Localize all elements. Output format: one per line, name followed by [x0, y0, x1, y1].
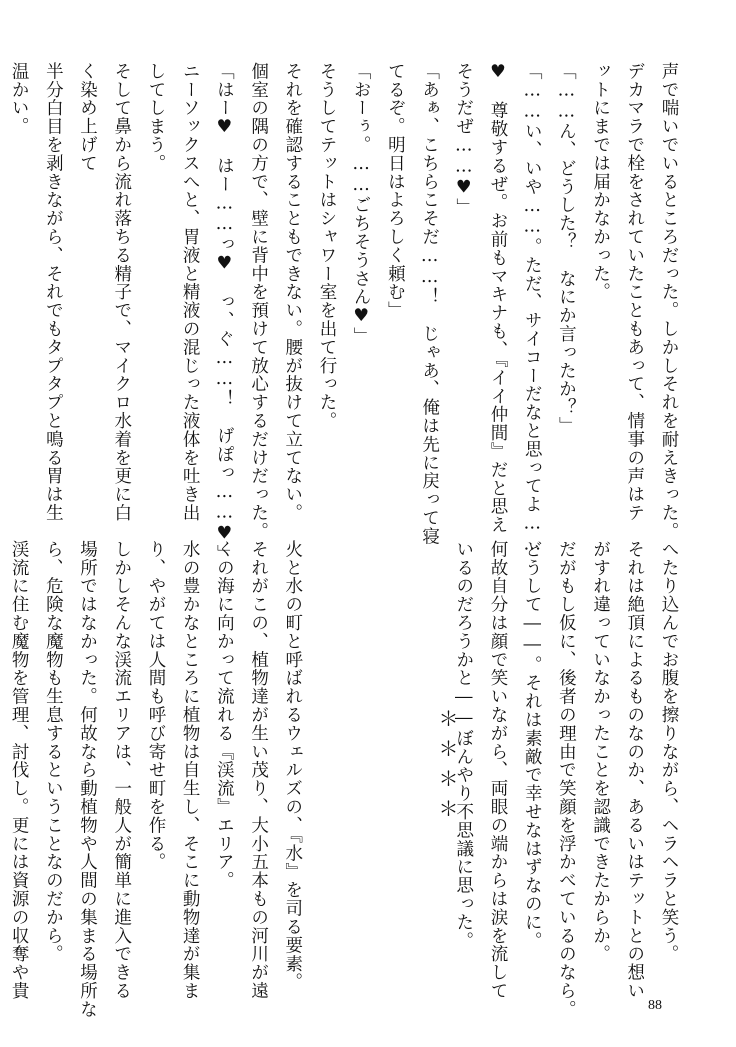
blank-line: [378, 540, 412, 980]
text-line: 「おーぅ。……ごちそうさん♥」: [351, 62, 372, 346]
scene-separator: ＊＊＊＊: [435, 708, 459, 828]
text-line: 「……ん、どうした？ なにか言ったか？」: [556, 62, 577, 435]
text-line: そうだぜ……♥」: [453, 62, 474, 217]
text-line: 個室の隅の方で、壁に背中を預けて放心するだけだった。: [248, 62, 269, 541]
text-line: ットにまでは届かなかった。: [590, 62, 611, 302]
text-line: それがこの、植物達が生い茂り、大小五本もの河川が遠: [248, 540, 269, 1000]
text-line: くの海に向かって流れる『渓流』エリア。: [214, 540, 235, 890]
text-line: 火と水の町と呼ばれるウェルズの、『水』を司る要素。: [282, 540, 303, 992]
text-line: そして鼻から流れ落ちる精子で、マイクロ水着を更に白: [111, 62, 132, 522]
text-line: いるのだろうかと――ぼんやり不思議に思った。: [453, 540, 474, 950]
text-line: それは絶頂によるものなのか、あるいはテットとの想い: [624, 540, 645, 1000]
text-line: り、やがては人間も呼び寄せ町を作る。: [145, 540, 166, 872]
text-line: してしまう。: [145, 62, 166, 173]
text-line: 「はー♥ はー……っ♥ っ、ぐ……！ げぽっ……♥」: [214, 62, 235, 563]
text-line: デカマラで栓をされていたこともあって、情事の声はテ: [624, 62, 645, 522]
text-line: どうして――。それは素敵で幸せなはずなのに。: [522, 540, 543, 950]
text-line: 「……い、いや……。ただ、サイコーだなと思ってよ……: [522, 62, 543, 556]
text-line: 水の豊かなところに植物は自生し、そこに動物達が集ま: [180, 540, 201, 1000]
text-line: ♥ 尊敬するぜ。お前もマキナも、『イイ仲間』だと思え: [487, 62, 508, 535]
text-line: 場所ではなかった。何故なら動植物や人間の集まる場所な: [77, 540, 98, 1019]
text-line: へたり込んでお腹を擦りながら、ヘラヘラと笑う。: [659, 540, 679, 964]
page-number: 88: [648, 998, 662, 1013]
top-text-block: [0, 62, 686, 563]
text-line: 半分白目を剥きながら、それでもタプタプと鳴る胃は生: [43, 62, 64, 522]
text-line: [0, 540, 2, 980]
text-line: く染め上げて: [77, 62, 98, 173]
blank-line: [310, 540, 344, 980]
text-line: 何故自分は顔で笑いながら、両眼の端からは涙を流して: [487, 540, 508, 1000]
text-line: しかしそんな渓流エリアは、一般人が簡単に進入できる: [111, 540, 132, 1000]
blank-line: [344, 540, 378, 980]
text-line: それを確認することもできない。腰が抜けて立てない。: [282, 62, 303, 522]
text-line: がすれ違っていなかったことを認識できたからか。: [590, 540, 611, 964]
text-line: 温かい。: [9, 62, 30, 136]
text-line: ニーソックスへと、胃液と精液の混じった液体を吐き出: [180, 62, 201, 522]
text-line: だがもし仮に、後者の理由で笑顔を浮かべているのなら。: [556, 540, 577, 1019]
text-line: 声で喘いでいるところだった。しかしそれを耐えきった。: [659, 62, 679, 541]
text-line: 渓流に住む魔物を管理、討伐し。更には資源の収奪や貴: [9, 540, 30, 1000]
text-line: [0, 62, 2, 502]
text-line: ら、危険な魔物も生息するということなのだから。: [43, 540, 64, 964]
text-line: てるぞ。明日はよろしく頼む」: [385, 62, 406, 320]
text-line: 「あぁ、こちらこそだ……！ じゃあ、俺は先に戻って寝: [419, 62, 440, 546]
text-line: そうしてテットはシャワー室を出て行った。: [316, 62, 337, 430]
